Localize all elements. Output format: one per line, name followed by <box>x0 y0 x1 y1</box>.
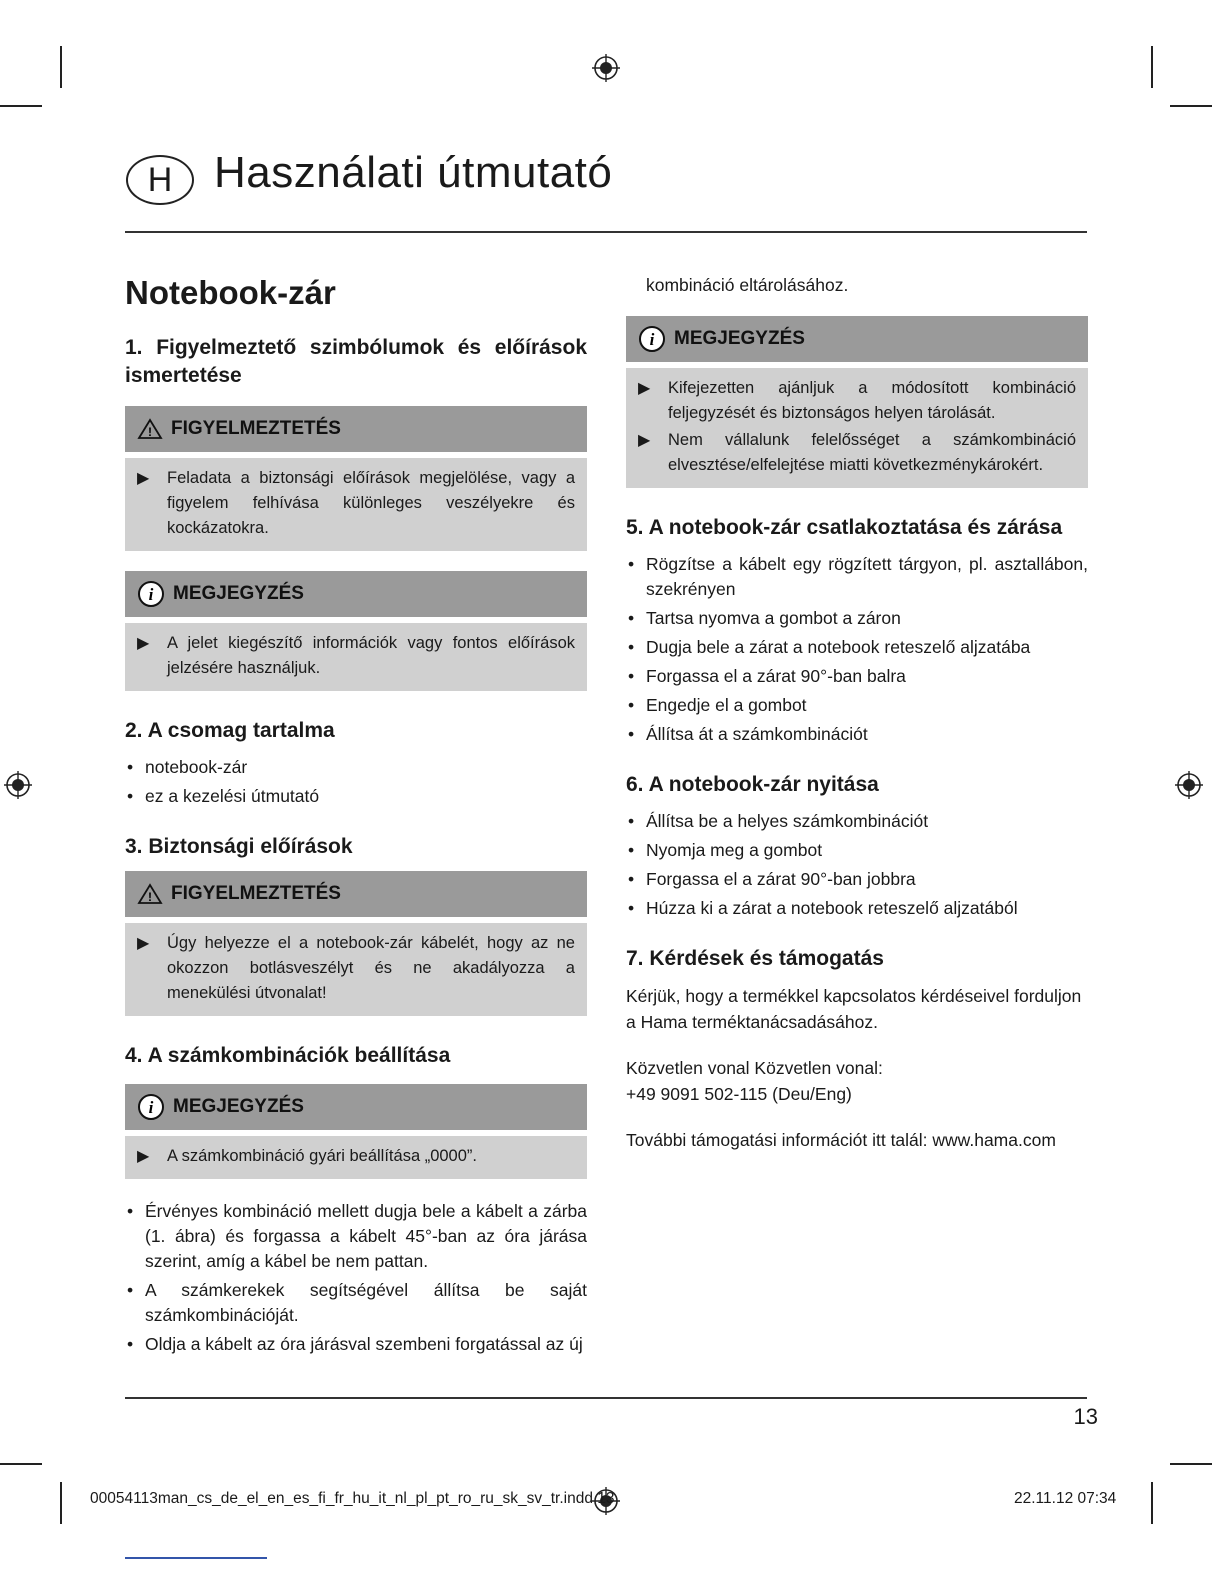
list-item: • Rögzítse a kábelt egy rögzített tárgyon, pl. asztallábon, szekrényen <box>626 552 1088 602</box>
registration-mark-icon <box>1175 771 1203 799</box>
list-item: • Állítsa át a számkombinációt <box>626 722 1088 747</box>
crop-mark <box>60 46 62 88</box>
box-item <box>137 631 575 681</box>
list-item: • notebook-zár <box>125 755 587 780</box>
info-circle-icon <box>137 1093 165 1121</box>
section-5-title: 5. A notebook-zár csatlakoztatása és zárása <box>626 516 1063 539</box>
note-box-body <box>626 368 1088 488</box>
section-4-title: 4. A számkombinációk beállítása <box>125 1044 451 1067</box>
svg-text:i: i <box>649 330 655 349</box>
note-box <box>125 1084 587 1179</box>
box-item-text: Kifejezetten ajánljuk a módosított kombináció feljegyzését és biztonságos helyen tárolását. <box>668 379 1076 422</box>
file-name: 00054113man_cs_de_el_en_es_fi_fr_hu_it_nl_pl_pt_ro_ru_sk_sv_tr.indd 13 <box>90 1490 615 1507</box>
support-paragraph: Kérjük, hogy a termékkel kapcsolatos kérdéseivel forduljon a Hama terméktanácsadásához. <box>626 986 1082 1032</box>
continuation-text: kombináció eltárolásához. <box>646 275 849 295</box>
warning-box-body <box>125 458 587 551</box>
section-1-title: 1. Figyelmeztető szimbólumok és előírások ismertetése <box>125 336 587 387</box>
arrow-right-icon: ▶ <box>137 635 150 652</box>
section-2-title: 2. A csomag tartalma <box>125 719 335 742</box>
list-item: • Érvényes kombináció mellett dugja bele a kábelt a zárba (1. ábra) és forgassa a kábelt 45°-ban az óra járása szerint, amíg a kábel be nem pattan. <box>125 1199 587 1274</box>
package-contents-list <box>125 755 587 809</box>
svg-text:!: ! <box>148 890 152 904</box>
list-item: • Dugja bele a zárat a notebook reteszelő aljzatába <box>626 635 1088 660</box>
box-item-text: A jelet kiegészítő információk vagy fontos előírások jelzésére használjuk. <box>167 634 575 677</box>
list-item: • Nyomja meg a gombot <box>626 838 1088 863</box>
note-label: MEGJEGYZÉS <box>173 1096 304 1117</box>
note-box-header <box>125 571 587 617</box>
registration-mark-icon <box>592 54 620 82</box>
arrow-right-icon: ▶ <box>137 1148 150 1165</box>
list-item: • A számkerekek segítségével állítsa be saját számkombinációját. <box>125 1278 587 1328</box>
note-box-header <box>125 1084 587 1130</box>
warning-label: FIGYELMEZTETÉS <box>171 418 341 439</box>
hotline-label: Közvetlen vonal Közvetlen vonal: <box>626 1058 883 1078</box>
svg-text:!: ! <box>148 425 152 439</box>
combination-steps-list <box>125 1199 587 1357</box>
box-item-text: Úgy helyezze el a notebook-zár kábelét, hogy az ne okozzon botlásveszélyt és ne akadályozza a menekülési útvonalat! <box>167 934 575 1002</box>
box-item-text: Nem vállalunk felelősséget a számkombináció elvesztése/elfelejtése miatti következménykárokért. <box>668 431 1076 474</box>
note-label: MEGJEGYZÉS <box>674 328 805 349</box>
note-box-header <box>626 316 1088 362</box>
warning-box-body <box>125 923 587 1016</box>
crop-mark <box>0 105 42 107</box>
crop-mark <box>1151 46 1153 88</box>
footer-divider <box>125 1397 1087 1399</box>
crop-mark <box>0 1463 42 1465</box>
list-item: • Tartsa nyomva a gombot a záron <box>626 606 1088 631</box>
list-item: • Engedje el a gombot <box>626 693 1088 718</box>
box-item-text: Feladata a biztonsági előírások megjelölése, vagy a figyelem felhívása különleges veszélyekre és kockázatokra. <box>167 469 575 537</box>
crop-mark <box>1151 1482 1153 1524</box>
header-divider <box>125 231 1087 233</box>
warning-triangle-icon <box>137 418 163 440</box>
box-item <box>137 466 575 541</box>
note-label: MEGJEGYZÉS <box>173 583 304 604</box>
arrow-right-icon: ▶ <box>137 935 150 952</box>
crop-mark <box>1170 105 1212 107</box>
warning-box <box>125 406 587 551</box>
note-box-body <box>125 1136 587 1179</box>
note-box <box>626 316 1088 488</box>
crop-mark <box>60 1482 62 1524</box>
section-6-title: 6. A notebook-zár nyitása <box>626 773 879 796</box>
warning-label: FIGYELMEZTETÉS <box>171 883 341 904</box>
list-item: • ez a kezelési útmutató <box>125 784 587 809</box>
document-title: Használati útmutató <box>214 148 613 197</box>
support-link-paragraph: További támogatási információt itt talál: www.hama.com <box>626 1130 1056 1150</box>
footer-underline <box>125 1557 267 1559</box>
info-circle-icon <box>638 325 666 353</box>
arrow-right-icon: ▶ <box>638 380 651 397</box>
section-3-title: 3. Biztonsági előírások <box>125 835 353 858</box>
open-steps-list <box>626 809 1088 921</box>
warning-box <box>125 871 587 1016</box>
box-item-text: A számkombináció gyári beállítása „0000”. <box>167 1147 477 1165</box>
warning-box-header <box>125 871 587 917</box>
language-code-badge: H <box>126 155 194 205</box>
warning-box-header <box>125 406 587 452</box>
box-item <box>137 931 575 1006</box>
note-box-body <box>125 623 587 691</box>
box-item <box>638 376 1076 426</box>
list-item: • Húzza ki a zárat a notebook reteszelő aljzatából <box>626 896 1088 921</box>
svg-text:i: i <box>148 1098 154 1117</box>
product-title: Notebook-zár <box>125 274 336 311</box>
list-item: • Forgassa el a zárat 90°-ban jobbra <box>626 867 1088 892</box>
page-number: 13 <box>1073 1404 1098 1429</box>
crop-mark <box>1170 1463 1212 1465</box>
box-item <box>137 1144 575 1169</box>
note-box <box>125 571 587 691</box>
section-7-title: 7. Kérdések és támogatás <box>626 947 884 970</box>
hotline-number: +49 9091 502-115 (Deu/Eng) <box>626 1084 852 1104</box>
connect-steps-list <box>626 552 1088 747</box>
info-circle-icon <box>137 580 165 608</box>
warning-triangle-icon <box>137 883 163 905</box>
left-column <box>125 272 587 1375</box>
list-item: • Oldja a kábelt az óra járásval szembeni forgatással az új <box>125 1332 587 1357</box>
list-item: • Forgassa el a zárat 90°-ban balra <box>626 664 1088 689</box>
registration-mark-icon <box>4 771 32 799</box>
box-item <box>638 428 1076 478</box>
list-item: • Állítsa be a helyes számkombinációt <box>626 809 1088 834</box>
arrow-right-icon: ▶ <box>638 432 651 449</box>
hotline-paragraph <box>626 1055 1088 1107</box>
timestamp: 22.11.12 07:34 <box>1014 1490 1117 1507</box>
arrow-right-icon: ▶ <box>137 470 150 487</box>
right-column <box>626 272 1088 1173</box>
svg-text:i: i <box>148 585 154 604</box>
